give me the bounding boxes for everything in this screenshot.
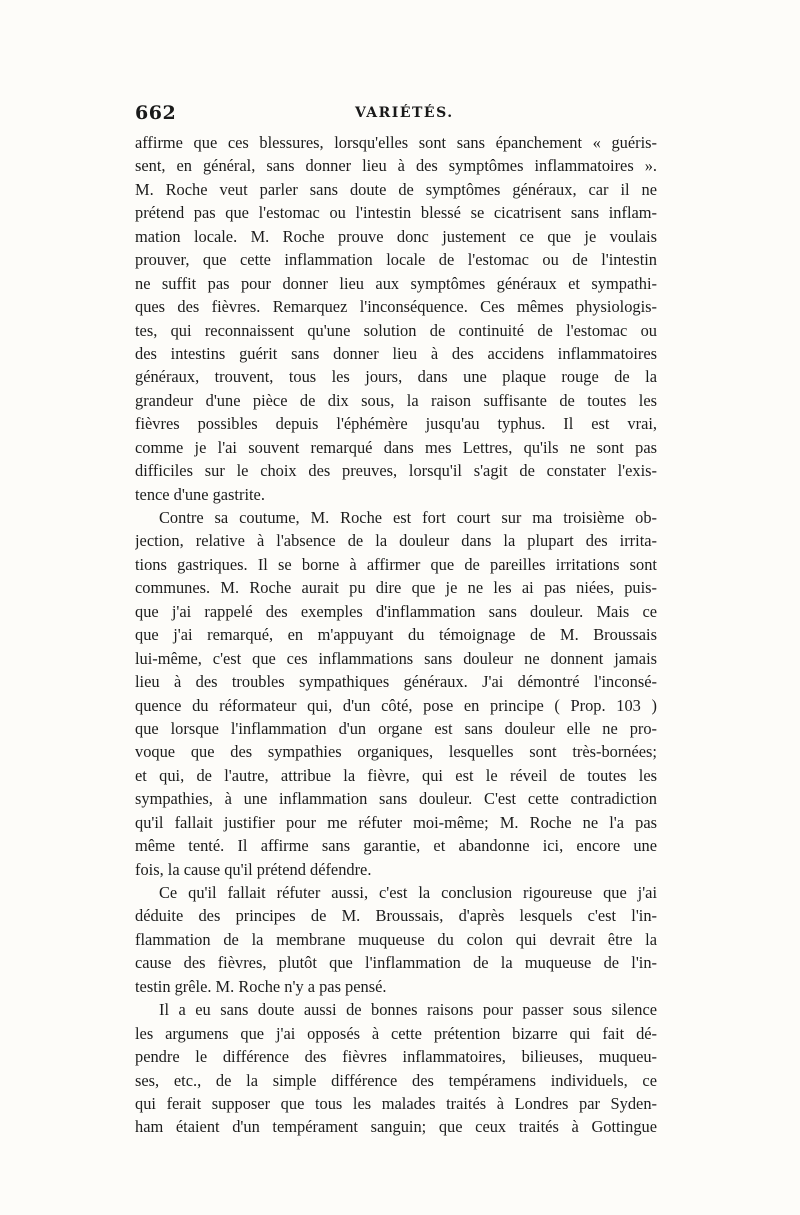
- paragraph: [135, 131, 657, 506]
- text-line: cause des fièvres, plutôt que l'inflammation de la muqueuse de l'in-: [135, 953, 657, 973]
- text-line: pendre le différence des fièvres inflammatoires, bilieuses, muqueu-: [135, 1047, 657, 1067]
- text-line: Ce qu'il fallait réfuter aussi, c'est la conclusion rigoureuse que j'ai: [159, 883, 657, 902]
- text-line: déduite des principes de M. Broussais, d'après lesquels c'est l'in-: [135, 906, 657, 926]
- text-line: M. Roche veut parler sans doute de symptômes généraux, car il ne: [135, 179, 657, 199]
- text-line: fois, la cause qu'il prétend défendre.: [135, 859, 372, 879]
- text-line: fièvres possibles depuis l'éphémère jusqu'au typhus. Il est vrai,: [135, 414, 657, 434]
- page-header: [135, 102, 657, 128]
- text-line: Contre sa coutume, M. Roche est fort court sur ma troisième ob-: [159, 508, 657, 527]
- paragraph: [135, 881, 657, 998]
- text-line: communes. M. Roche aurait pu dire que je ne les ai pas niées, puis-: [135, 578, 657, 598]
- text-line: lui-même, c'est que ces inflammations sans douleur ne donnent jamais: [135, 648, 657, 668]
- text-line: que j'ai rappelé des exemples d'inflammation sans douleur. Mais ce: [135, 601, 657, 621]
- text-line: grandeur d'une pièce de dix sous, la raison suffisante de toutes les: [135, 390, 657, 410]
- text-line: flammation de la membrane muqueuse du colon qui devrait être la: [135, 929, 657, 949]
- text-line: tes, qui reconnaissent qu'une solution de continuité de l'estomac ou: [135, 320, 657, 340]
- text-line: sympathies, à une inflammation sans douleur. C'est cette contradiction: [135, 789, 657, 809]
- text-line: Il a eu sans doute aussi de bonnes raisons pour passer sous silence: [159, 1000, 657, 1020]
- text-line: ques des fièvres. Remarquez l'inconséquence. Ces mêmes physiologis-: [135, 297, 657, 317]
- text-line: voque que des sympathies organiques, lesquelles sont très-bornées;: [135, 742, 657, 762]
- text-line: même tenté. Il affirme sans garantie, et abandonne ici, encore une: [135, 836, 657, 856]
- text-line: quence du réformateur qui, d'un côté, pose en principe ( Prop. 103 ): [135, 695, 657, 715]
- text-line: qu'il fallait justifier pour me réfuter moi-même; M. Roche ne l'a pas: [135, 812, 657, 832]
- text-line: prétend pas que l'estomac ou l'intestin blessé se cicatrisent sans inflam-: [135, 203, 657, 223]
- paragraph: [135, 998, 657, 1139]
- text-line: lieu à des troubles sympathiques généraux. J'ai démontré l'inconsé-: [135, 672, 657, 692]
- text-line: affirme que ces blessures, lorsqu'elles sont sans épanchement « guéris-: [135, 133, 657, 152]
- text-line: mation locale. M. Roche prouve donc justement ce que je voulais: [135, 226, 657, 246]
- page-number: 662: [135, 102, 177, 124]
- text-line: testin grêle. M. Roche n'y a pas pensé.: [135, 976, 387, 996]
- text-line: prouver, que cette inflammation locale de l'estomac ou de l'intestin: [135, 250, 657, 270]
- text-line: tence d'une gastrite.: [135, 484, 265, 504]
- text-line: ses, etc., de la simple différence des tempéramens individuels, ce: [135, 1070, 657, 1090]
- running-head: VARIÉTÉS.: [355, 105, 454, 121]
- text-line: comme je l'ai souvent remarqué dans mes Lettres, qu'ils ne sont pas: [135, 437, 657, 457]
- body-text: [135, 131, 657, 1139]
- text-line: qui ferait supposer que tous les malades traités à Londres par Syden-: [135, 1093, 657, 1113]
- text-line: que lorsque l'inflammation d'un organe est sans douleur elle ne pro-: [135, 718, 657, 738]
- text-line: et qui, de l'autre, attribue la fièvre, qui est le réveil de toutes les: [135, 765, 657, 785]
- text-line: sent, en général, sans donner lieu à des symptômes inflammatoires ».: [135, 156, 657, 176]
- text-line: jection, relative à l'absence de la douleur dans la plupart des irrita-: [135, 531, 657, 551]
- text-line: tions gastriques. Il se borne à affirmer que de pareilles irritations sont: [135, 554, 657, 574]
- text-line: des intestins guérit sans donner lieu à des accidens inflammatoires: [135, 343, 657, 363]
- text-line: que j'ai remarqué, en m'appuyant du témoignage de M. Broussais: [135, 625, 657, 645]
- text-line: ham étaient d'un tempérament sanguin; que ceux traités à Gottingue: [135, 1117, 657, 1137]
- text-line: généraux, trouvent, tous les jours, dans une plaque rouge de la: [135, 367, 657, 387]
- text-line: les argumens que j'ai opposés à cette prétention bizarre qui fait dé-: [135, 1023, 657, 1043]
- paragraph: [135, 506, 657, 881]
- text-line: ne suffit pas pour donner lieu aux symptômes généraux et sympathi-: [135, 273, 657, 293]
- text-line: difficiles sur le choix des preuves, lorsqu'il s'agit de constater l'exis-: [135, 461, 657, 481]
